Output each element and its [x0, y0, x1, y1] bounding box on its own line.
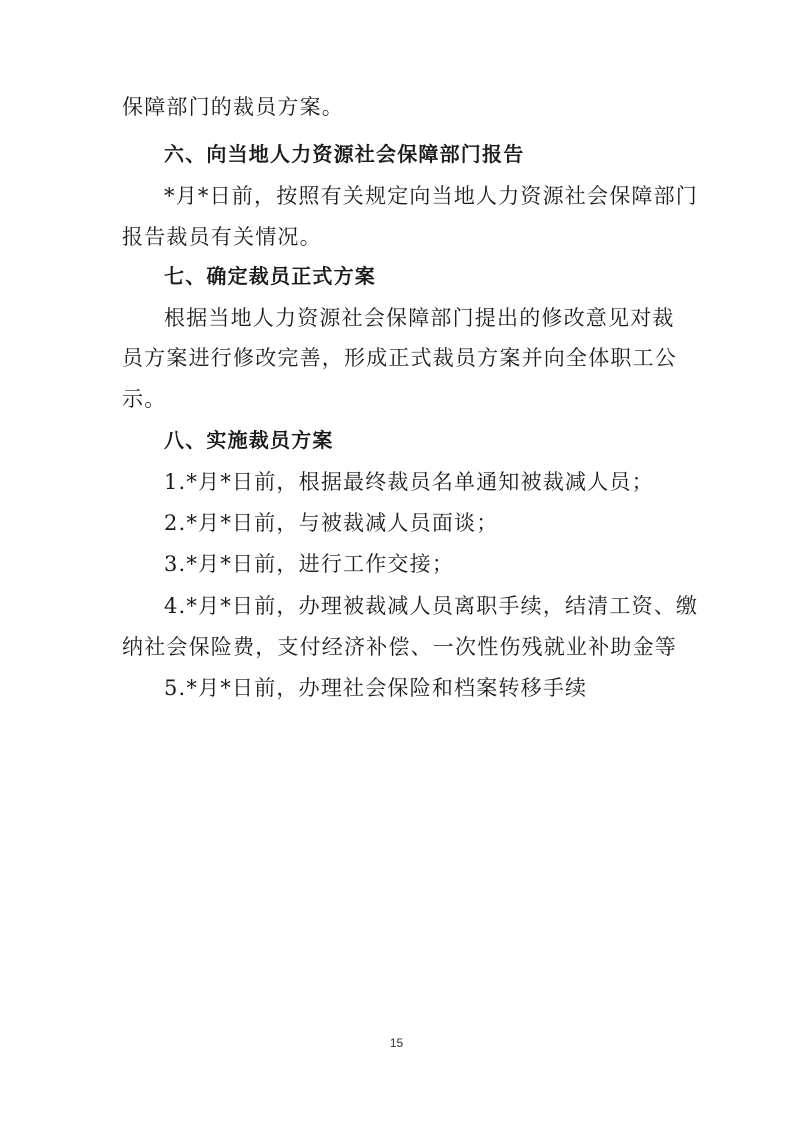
list-item: 3.*月*日前，进行工作交接； [164, 552, 455, 576]
paragraph-line: 员方案进行修改完善，形成正式裁员方案并向全体职工公 [122, 346, 677, 370]
page-number: 15 [389, 1036, 404, 1050]
paragraph-line: 报告裁员有关情况。 [122, 225, 322, 249]
paragraph-line: *月*日前，按照有关规定向当地人力资源社会保障部门 [164, 184, 698, 208]
paragraph-line: 保障部门的裁员方案。 [122, 95, 344, 119]
section-heading-8: 八、实施裁员方案 [164, 428, 334, 452]
list-item-continuation: 纳社会保险费，支付经济补偿、一次性伤残就业补助金等 [122, 635, 677, 659]
paragraph-line: 示。 [122, 387, 167, 411]
list-item: 1.*月*日前，根据最终裁员名单通知被裁减人员； [164, 470, 654, 494]
section-heading-6: 六、向当地人力资源社会保障部门报告 [164, 142, 525, 166]
list-item: 2.*月*日前，与被裁减人员面谈； [164, 511, 499, 535]
section-heading-7: 七、确定裁员正式方案 [164, 264, 376, 288]
paragraph-line: 根据当地人力资源社会保障部门提出的修改意见对裁 [164, 306, 675, 330]
list-item: 5.*月*日前，办理社会保险和档案转移手续 [164, 676, 588, 700]
list-item: 4.*月*日前，办理被裁减人员离职手续，结清工资、缴 [164, 594, 699, 618]
